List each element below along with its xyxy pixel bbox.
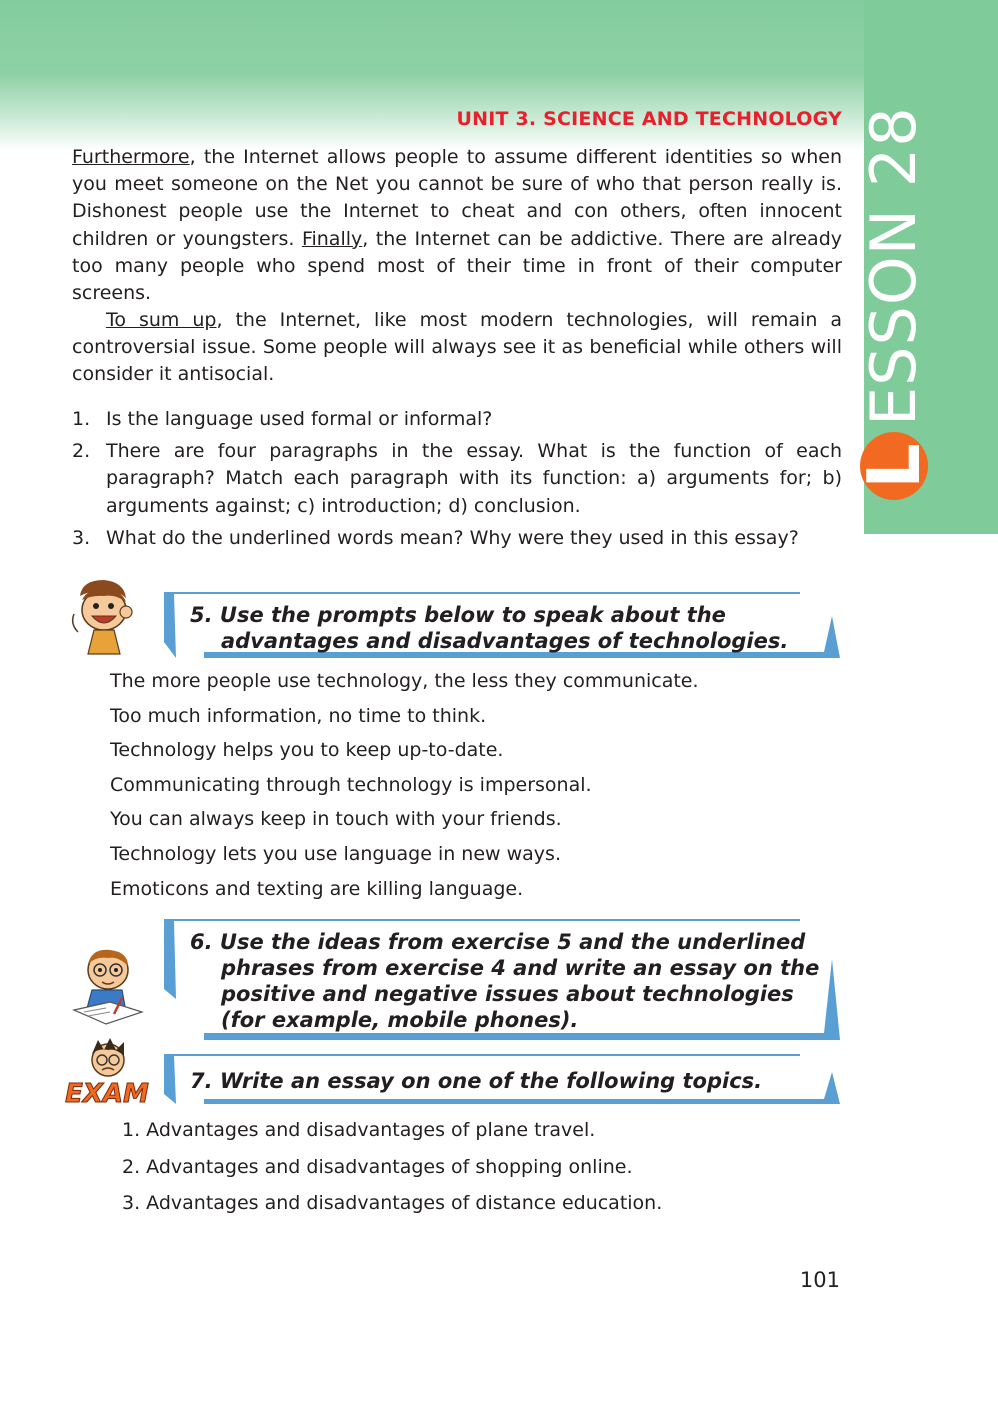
writing-boy-icon bbox=[70, 942, 146, 1028]
prompt-item: You can always keep in touch with your friends. bbox=[110, 808, 562, 831]
exercise-6-title: 6. Use the ideas from exercise 5 and the underlined phrases from exercise 4 and write an essay on the positive and negative issues about technologies (for example, mobile phones). bbox=[190, 930, 820, 1032]
underlined-to-sum-up: To sum up bbox=[106, 309, 217, 331]
lesson-initial: L bbox=[860, 432, 928, 500]
prompt-item: Communicating through technology is impersonal. bbox=[110, 773, 592, 796]
question-item: 1. Is the language used formal or informal? bbox=[72, 408, 493, 430]
prompt-list bbox=[110, 664, 840, 906]
essay-paragraph-4: To sum up, the Internet, like most modern technologies, will remain a controversial issue. Some people will always see it as beneficial while others will consider it antisocial. bbox=[72, 309, 842, 386]
topic-item: 3. Advantages and disadvantages of distance education. bbox=[122, 1192, 663, 1214]
topic-item: 2. Advantages and disadvantages of shopping online. bbox=[122, 1155, 633, 1178]
exercise-5-banner bbox=[164, 592, 840, 658]
prompt-item: Technology lets you use language in new ways. bbox=[110, 842, 561, 865]
underlined-furthermore: Furthermore bbox=[72, 146, 190, 168]
exercise-6-banner bbox=[164, 919, 840, 1040]
unit-title: UNIT 3. SCIENCE AND TECHNOLOGY bbox=[456, 108, 842, 130]
speaking-boy-icon bbox=[66, 574, 142, 658]
exam-boy-icon bbox=[65, 1038, 149, 1110]
essay-paragraph-3: Furthermore, the Internet allows people to assume different identities so when you meet someone on the Net you cannot be sure of who that person really is. Dishonest people use the Internet to cheat and con others, often innocent children or youngsters. Finally, the Internet can be addictive. There are already too many people who spend most of their time in front of their computer screens. bbox=[72, 146, 842, 305]
underlined-finally: Finally bbox=[301, 227, 363, 250]
lesson-number: ESSON 28 bbox=[857, 106, 930, 426]
exercise-5-title: 5. Use the prompts below to speak about the advantages and disadvantages of technologies. bbox=[190, 603, 789, 653]
question-list bbox=[72, 406, 842, 552]
exercise-7-title: 7. Write an essay on one of the following topics. bbox=[190, 1069, 763, 1093]
question-item: 3. What do the underlined words mean? Why were they used in this essay? bbox=[72, 526, 799, 549]
prompt-item: Emoticons and texting are killing language. bbox=[110, 877, 524, 900]
topic-list bbox=[122, 1112, 842, 1222]
prompt-item: Technology helps you to keep up-to-date. bbox=[110, 739, 504, 762]
prompt-item: Too much information, no time to think. bbox=[110, 704, 487, 727]
topic-item: 1. Advantages and disadvantages of plane travel. bbox=[122, 1119, 596, 1141]
page-number: 101 bbox=[799, 1268, 840, 1292]
question-item: 2. There are four paragraphs in the essay. What is the function of each paragraph? Match each paragraph with its function: a) arguments for; b) arguments against; c) introduction; d) conclusion. bbox=[72, 440, 842, 517]
exam-label: EXAM bbox=[65, 1079, 149, 1109]
prompt-item: The more people use technology, the less they communicate. bbox=[110, 670, 699, 692]
exercise-7-banner bbox=[164, 1054, 840, 1104]
